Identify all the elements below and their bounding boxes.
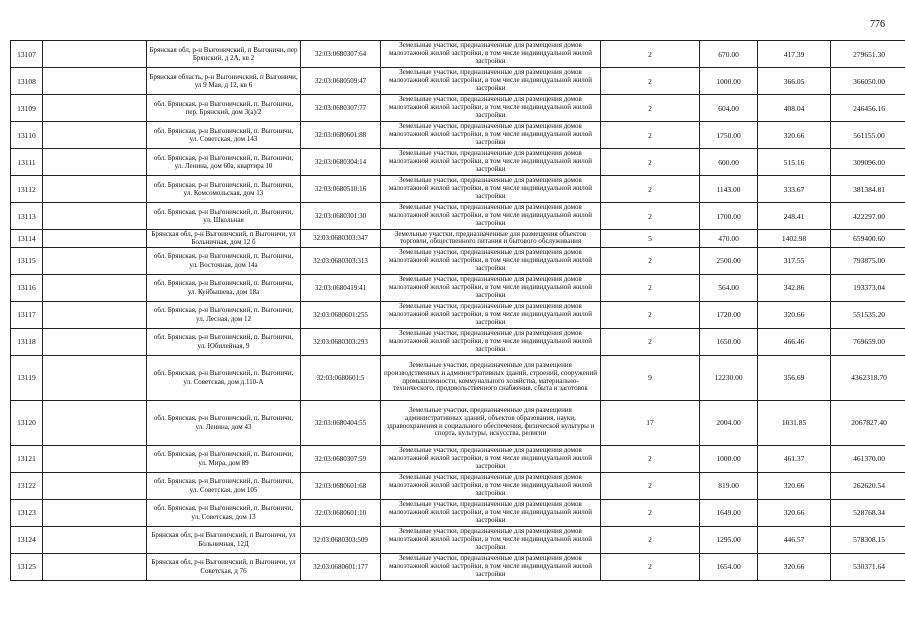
table-row [11,445,905,472]
use-group-cell: 2 [601,122,700,149]
table-row [11,400,905,445]
area-cell: 1720.00 [700,301,758,328]
land-use-cell: Земельные участки, предназначенные для размещения домов малоэтажной жилой застройки, в том числе индивидуальной жилой застройки [381,499,601,526]
use-group-cell: 2 [601,499,700,526]
table-row [11,41,905,68]
area-cell: 1654.00 [700,553,758,580]
use-group-cell: 2 [601,526,700,553]
address-cell: обл. Брянская, р-н Выгоничский, п. Выгоничи, ул. Школьная [147,203,301,230]
page-number: 776 [870,19,885,30]
land-use-cell: Земельные участки, предназначенные для размещения домов малоэтажной жилой застройки, в том числе индивидуальной жилой застройки [381,274,601,301]
row-id-cell: 13119 [11,355,43,400]
use-group-cell: 2 [601,274,700,301]
address-cell: обл. Брянская, р-н Выгоничский, п. Выгоничи, ул. Мира, дом 89 [147,445,301,472]
specific-value-cell: 1031.85 [758,400,831,445]
land-use-cell: Земельные участки, предназначенные для размещения домов малоэтажной жилой застройки, в том числе индивидуальной жилой застройки [381,68,601,95]
row-id-cell: 13110 [11,122,43,149]
use-group-cell: 2 [601,68,700,95]
table-row [11,247,905,274]
table-row [11,176,905,203]
cadastral-value-cell: 366050.00 [831,68,905,95]
cadastral-number-cell: 32:03:0680601:177 [301,553,381,580]
land-use-cell: Земельные участки, предназначенные для размещения домов малоэтажной жилой застройки, в том числе индивидуальной жилой застройки [381,122,601,149]
area-cell: 1700.00 [700,203,758,230]
specific-value-cell: 461.37 [758,445,831,472]
blank-cell [43,203,147,230]
address-cell: обл. Брянская, р-н Выгоничский, п. Выгоничи, пер. Брянский, дом 3(а)/2 [147,95,301,122]
land-use-cell: Земельные участки, предназначенные для размещения домов малоэтажной жилой застройки, в том числе индивидуальной жилой застройки [381,149,601,176]
specific-value-cell: 356.69 [758,355,831,400]
specific-value-cell: 408.04 [758,95,831,122]
use-group-cell: 2 [601,472,700,499]
row-id-cell: 13120 [11,400,43,445]
cadastral-number-cell: 32:03:0680601:88 [301,122,381,149]
cadastral-number-cell: 32:03:0680303:347 [301,230,381,248]
blank-cell [43,445,147,472]
row-id-cell: 13123 [11,499,43,526]
use-group-cell: 17 [601,400,700,445]
row-id-cell: 13116 [11,274,43,301]
specific-value-cell: 366.05 [758,68,831,95]
land-use-cell: Земельные участки, предназначенные для размещения домов малоэтажной жилой застройки, в том числе индивидуальной жилой застройки [381,328,601,355]
address-cell: Брянская область, р-н Выгоничский, п Выгоничи, ул 9 Мая, д 12, кв 6 [147,68,301,95]
specific-value-cell: 446.57 [758,526,831,553]
cadastral-number-cell: 32:03:0680419:41 [301,274,381,301]
area-cell: 1000.00 [700,68,758,95]
table-row [11,122,905,149]
cadastral-number-cell: 32:03:0680303:293 [301,328,381,355]
land-use-cell: Земельные участки, предназначенные для размещения производственных и административных зданий, строений, сооружений промышленности, коммунального хозяйства, материально-технического, продовольственного снабжения, сбыта и заготовок [381,355,601,400]
area-cell: 1650.00 [700,328,758,355]
row-id-cell: 13114 [11,230,43,248]
use-group-cell: 2 [601,247,700,274]
cadastral-number-cell: 32:03:0680303:313 [301,247,381,274]
cadastral-number-cell: 32:03:0680601:255 [301,301,381,328]
land-use-cell: Земельные участки, предназначенные для размещения домов малоэтажной жилой застройки, в том числе индивидуальной жилой застройки [381,553,601,580]
area-cell: 12230.00 [700,355,758,400]
address-cell: Брянская обл, р-н Выгоничский, п Выгоничи, пер Брянский, д 2А, кв 2 [147,41,301,68]
row-id-cell: 13108 [11,68,43,95]
table-row [11,203,905,230]
cadastral-number-cell: 32:03:0680303:509 [301,526,381,553]
table-row [11,355,905,400]
address-cell: Брянская обл, р-н Выгоничский, п Выгоничи, ул Советская, д 76 [147,553,301,580]
table-row [11,301,905,328]
area-cell: 604.00 [700,95,758,122]
cadastral-number-cell: 32:03:0680601:68 [301,472,381,499]
area-cell: 819.00 [700,472,758,499]
specific-value-cell: 320.66 [758,499,831,526]
row-id-cell: 13121 [11,445,43,472]
area-cell: 2004.00 [700,400,758,445]
use-group-cell: 2 [601,176,700,203]
cadastral-number-cell: 32:03:0680601:10 [301,499,381,526]
address-cell: обл. Брянская, р-н Выгоничский, п. Выгоничи, ул. Куйбышева, дом 18а [147,274,301,301]
address-cell: обл. Брянская, р-н Выгоничский, п. Выгоничи, ул. Восточная, дом 14а [147,247,301,274]
land-use-cell: Земельные участки, предназначенные для размещения домов малоэтажной жилой застройки, в том числе индивидуальной жилой застройки [381,95,601,122]
blank-cell [43,95,147,122]
row-id-cell: 13115 [11,247,43,274]
address-cell: обл. Брянская, р-н Выгоничский, п. Выгоничи, ул. Лесная, дом 12 [147,301,301,328]
cadastral-value-cell: 246456.16 [831,95,905,122]
specific-value-cell: 248.41 [758,203,831,230]
use-group-cell: 2 [601,553,700,580]
cadastral-value-cell: 422297.00 [831,203,905,230]
row-id-cell: 13117 [11,301,43,328]
cadastral-value-cell: 528768.34 [831,499,905,526]
cadastral-value-cell: 193373.04 [831,274,905,301]
address-cell: обл. Брянская, р-н Выгоничский, п. Выгоничи, ул. Ленина, дом 60а, квартира 10 [147,149,301,176]
blank-cell [43,68,147,95]
table-row [11,95,905,122]
area-cell: 470.00 [700,230,758,248]
cadastral-value-cell: 4362318.70 [831,355,905,400]
cadastral-value-cell: 578308.15 [831,526,905,553]
cadastral-value-cell: 769659.00 [831,328,905,355]
area-cell: 2500.00 [700,247,758,274]
table-row [11,499,905,526]
table-body [11,41,905,581]
blank-cell [43,472,147,499]
row-id-cell: 13118 [11,328,43,355]
cadastral-number-cell: 32:03:0680601:5 [301,355,381,400]
cadastral-value-cell: 262620.54 [831,472,905,499]
specific-value-cell: 466.46 [758,328,831,355]
specific-value-cell: 320.66 [758,553,831,580]
cadastral-value-cell: 793875.00 [831,247,905,274]
blank-cell [43,230,147,248]
area-cell: 1750.00 [700,122,758,149]
address-cell: Брянская обл, р-н Выгоничский, п Выгоничи, ул Больничная, 12Д [147,526,301,553]
use-group-cell: 2 [601,301,700,328]
land-use-cell: Земельные участки, предназначенные для размещения административных зданий, объектов образования, науки, здравоохранения и социального обеспечения, физической культуры и спорта, культуры, искусства, религии [381,400,601,445]
specific-value-cell: 333.67 [758,176,831,203]
cadastral-value-cell: 381384.81 [831,176,905,203]
area-cell: 1649.00 [700,499,758,526]
use-group-cell: 2 [601,95,700,122]
blank-cell [43,274,147,301]
table-row [11,68,905,95]
address-cell: обл. Брянская, р-н Выгоничский, п. Выгоничи, ул. Советская, дом 105 [147,472,301,499]
blank-cell [43,301,147,328]
use-group-cell: 2 [601,203,700,230]
blank-cell [43,499,147,526]
land-use-cell: Земельные участки, предназначенные для размещения домов малоэтажной жилой застройки, в том числе индивидуальной жилой застройки [381,176,601,203]
table-row [11,553,905,580]
land-use-cell: Земельные участки, предназначенные для размещения домов малоэтажной жилой застройки, в том числе индивидуальной жилой застройки [381,41,601,68]
area-cell: 1000.00 [700,445,758,472]
blank-cell [43,328,147,355]
cadastral-value-cell: 659400.60 [831,230,905,248]
table-row [11,472,905,499]
blank-cell [43,247,147,274]
cadastral-value-cell: 2067827.40 [831,400,905,445]
blank-cell [43,41,147,68]
specific-value-cell: 320.66 [758,301,831,328]
blank-cell [43,355,147,400]
row-id-cell: 13124 [11,526,43,553]
cadastral-value-cell: 461370.00 [831,445,905,472]
address-cell: обл. Брянская, р-н Выгоничский, п. Выгоничи, ул. Советская, дом д.110-А [147,355,301,400]
address-cell: обл. Брянская, р-н Выгоничский, п. Выгоничи, ул. Советская, дом 13 [147,499,301,526]
cadastral-number-cell: 32:03:0680301:30 [301,203,381,230]
use-group-cell: 2 [601,328,700,355]
address-cell: Брянская обл, р-н Выгоничский, п Выгоничи, ул Больничная, дом 12 б [147,230,301,248]
land-use-cell: Земельные участки, предназначенные для размещения домов малоэтажной жилой застройки, в том числе индивидуальной жилой застройки [381,203,601,230]
area-cell: 1295.00 [700,526,758,553]
row-id-cell: 13111 [11,149,43,176]
row-id-cell: 13122 [11,472,43,499]
cadastral-registry-table [10,40,905,581]
land-use-cell: Земельные участки, предназначенные для размещения домов малоэтажной жилой застройки, в том числе индивидуальной жилой застройки [381,301,601,328]
land-use-cell: Земельные участки, предназначенные для размещения домов малоэтажной жилой застройки, в том числе индивидуальной жилой застройки [381,445,601,472]
blank-cell [43,122,147,149]
address-cell: обл. Брянская, р-н Выгоничский, п. Выгоничи, ул. Ленина, дом 43 [147,400,301,445]
specific-value-cell: 342.86 [758,274,831,301]
cadastral-value-cell: 561155.00 [831,122,905,149]
area-cell: 600.00 [700,149,758,176]
cadastral-number-cell: 32:03:0680509:47 [301,68,381,95]
cadastral-value-cell: 309096.00 [831,149,905,176]
blank-cell [43,526,147,553]
specific-value-cell: 515.16 [758,149,831,176]
table-row [11,274,905,301]
area-cell: 1143.00 [700,176,758,203]
use-group-cell: 2 [601,41,700,68]
cadastral-value-cell: 279651.30 [831,41,905,68]
cadastral-number-cell: 32:03:0680307:59 [301,445,381,472]
area-cell: 564.00 [700,274,758,301]
cadastral-number-cell: 32:03:0680404:55 [301,400,381,445]
specific-value-cell: 317.55 [758,247,831,274]
cadastral-number-cell: 32:03:0680510:16 [301,176,381,203]
row-id-cell: 13113 [11,203,43,230]
specific-value-cell: 417.39 [758,41,831,68]
land-use-cell: Земельные участки, предназначенные для размещения домов малоэтажной жилой застройки, в том числе индивидуальной жилой застройки [381,247,601,274]
cadastral-number-cell: 32:03:0680304:14 [301,149,381,176]
table-row [11,328,905,355]
land-use-cell: Земельные участки, предназначенные для размещения домов малоэтажной жилой застройки, в том числе индивидуальной жилой застройки [381,472,601,499]
specific-value-cell: 1402.98 [758,230,831,248]
use-group-cell: 2 [601,149,700,176]
address-cell: обл. Брянская, р-н Выгоничский, п. Выгоничи, ул. Советская, дом 143 [147,122,301,149]
area-cell: 670.00 [700,41,758,68]
cadastral-number-cell: 32:03:0680307:64 [301,41,381,68]
address-cell: обл. Брянская, р-н Выгоничский, п. Выгоничи, ул. Юбилейная, 9 [147,328,301,355]
use-group-cell: 9 [601,355,700,400]
blank-cell [43,176,147,203]
table-row [11,230,905,248]
use-group-cell: 5 [601,230,700,248]
blank-cell [43,553,147,580]
row-id-cell: 13107 [11,41,43,68]
table-row [11,149,905,176]
specific-value-cell: 320.66 [758,122,831,149]
land-use-cell: Земельные участки, предназначенные для размещения объектов торговли, общественного питания и бытового обслуживания [381,230,601,248]
specific-value-cell: 320.66 [758,472,831,499]
cadastral-number-cell: 32:03:0680307:77 [301,95,381,122]
cadastral-value-cell: 551535.20 [831,301,905,328]
address-cell: обл. Брянская, р-н Выгоничский, п. Выгоничи, ул. Комсомольская, дом 13 [147,176,301,203]
row-id-cell: 13109 [11,95,43,122]
table-row [11,526,905,553]
land-use-cell: Земельные участки, предназначенные для размещения домов малоэтажной жилой застройки, в том числе индивидуальной жилой застройки [381,526,601,553]
blank-cell [43,400,147,445]
blank-cell [43,149,147,176]
row-id-cell: 13125 [11,553,43,580]
row-id-cell: 13112 [11,176,43,203]
cadastral-value-cell: 530371.64 [831,553,905,580]
use-group-cell: 2 [601,445,700,472]
